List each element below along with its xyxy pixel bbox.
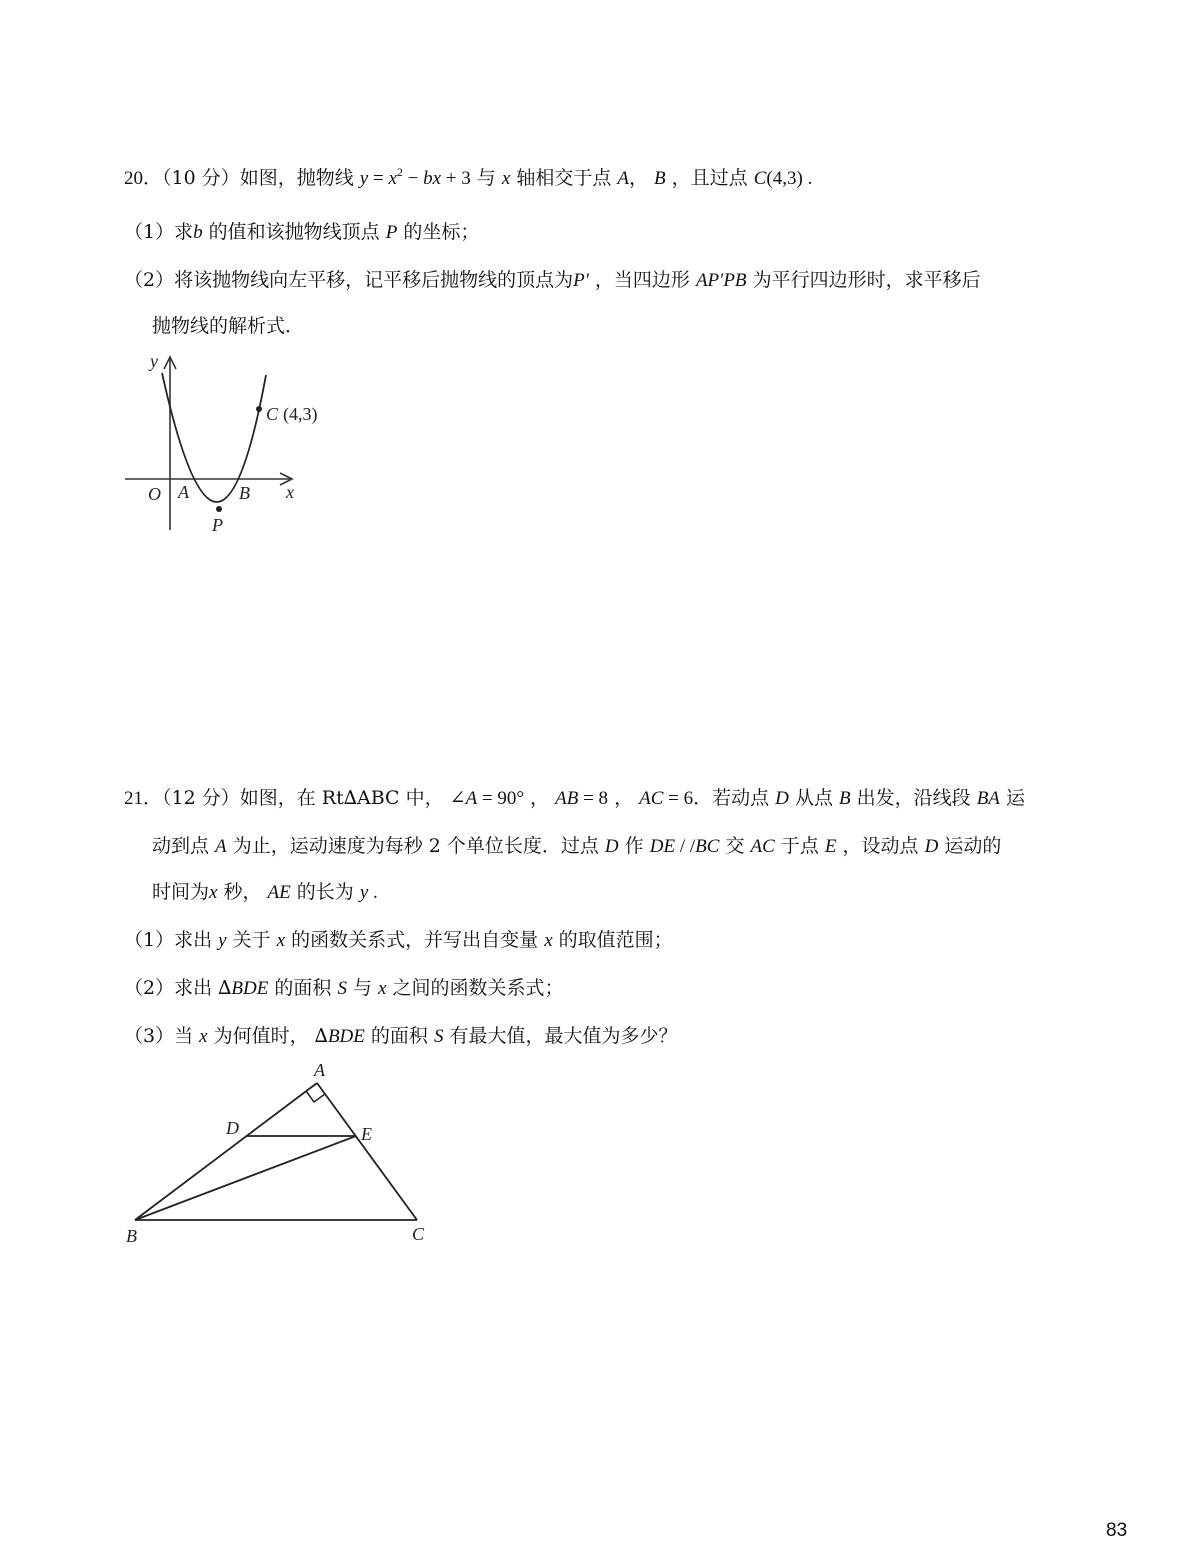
q20-text: ，且过点 xyxy=(665,167,754,189)
q21-var: BC xyxy=(695,836,720,857)
q21-var: AC xyxy=(639,788,664,809)
q21-var: A xyxy=(215,836,227,857)
q21-text: 从点 xyxy=(788,787,839,809)
q20-text: 与 xyxy=(470,167,502,189)
q21-p2-text: 之间的函数关系式； xyxy=(386,977,564,999)
q21-p3-text: （3）当 xyxy=(124,1025,200,1047)
q21-var: E xyxy=(824,836,837,857)
q20-p1-text: 的坐标； xyxy=(397,221,480,243)
q21-p1-var: x xyxy=(276,930,286,951)
label-e: E xyxy=(361,1124,372,1144)
q21-p1-text: 的取值范围； xyxy=(552,929,673,951)
q21-text: ．若动点 xyxy=(693,787,776,809)
q21-p3-text: 有最大值，最大值为多少？ xyxy=(443,1025,678,1047)
q21-var: AE xyxy=(267,882,291,903)
page-number: 83 xyxy=(1106,1520,1128,1541)
q21-p2-text: 的面积 xyxy=(268,977,338,999)
q20-p2-text: 为平行四边形时，求平移后 xyxy=(746,269,981,291)
label-a: A xyxy=(314,1060,325,1080)
q20-p2-text: （2）将该抛物线向左平移，记平移后抛物线的顶点为 xyxy=(124,269,574,291)
q21-var: AC xyxy=(750,836,775,857)
q21-p3-var: S xyxy=(433,1026,444,1047)
right-angle-icon xyxy=(306,1091,325,1102)
q21-text: 作 xyxy=(618,835,650,857)
q20-p1-var: P xyxy=(385,222,398,243)
q20-var: A xyxy=(617,168,629,189)
q20-part2-cont xyxy=(152,314,304,338)
q21-text: 时间为 xyxy=(152,881,210,903)
q20-p2-var: P′ xyxy=(573,270,589,291)
q21-stem xyxy=(124,786,1025,811)
q21-text: 出发，沿线段 xyxy=(850,787,977,809)
q20-text: (4,3) xyxy=(766,168,803,189)
q21-text: ， xyxy=(524,787,556,809)
q21-p3-text: 的面积 xyxy=(364,1025,434,1047)
q21-text: 运动的 xyxy=(938,835,1002,857)
q21-p1-var: y xyxy=(218,930,227,951)
q20-p1-text: （1）求 xyxy=(124,221,194,243)
q21-p3-text: 为何值时， ∆ xyxy=(207,1025,328,1047)
q21-p2-var: S xyxy=(337,978,347,999)
label-o: O xyxy=(148,484,161,504)
q21-p3-var: x xyxy=(199,1026,208,1047)
q21-stem-line3 xyxy=(152,880,378,905)
q20-text: . xyxy=(802,168,813,189)
q21-part2 xyxy=(124,976,564,1001)
label-b: B xyxy=(239,483,250,503)
q21-score: （12 分） xyxy=(162,787,240,809)
q20-text: 如图，抛物线 xyxy=(239,167,360,189)
q21-var: BA xyxy=(976,788,1000,809)
q20-part2 xyxy=(124,268,981,293)
q21-text: 于点 xyxy=(774,835,825,857)
q21-var: x xyxy=(209,882,218,903)
q21-var: D xyxy=(924,836,939,857)
q21-var: D xyxy=(604,836,619,857)
label-d: D xyxy=(226,1118,239,1138)
q21-text: . xyxy=(368,882,378,903)
q20-var: B xyxy=(654,168,666,189)
q21-text: 交 xyxy=(719,835,751,857)
q20-text: ， xyxy=(628,167,655,189)
q21-stem-line2 xyxy=(152,834,1001,859)
q20-eq: y xyxy=(359,168,369,189)
label-b: B xyxy=(126,1226,137,1246)
q20-p1-var: b xyxy=(193,222,203,243)
q20-parabola-figure xyxy=(120,345,340,540)
q21-p3-var: BDE xyxy=(327,1026,365,1047)
q21-p1-var: x xyxy=(544,930,553,951)
label-c: C xyxy=(412,1224,425,1244)
q21-eq: = 6 xyxy=(663,788,694,809)
q20-eq: = xyxy=(368,168,389,189)
segment-ac xyxy=(317,1083,417,1220)
q21-p2-text: （2）求出 ∆ xyxy=(124,977,232,999)
q21-var: AB xyxy=(555,788,579,809)
q20-p2-text: 抛物线的解析式． xyxy=(152,315,305,337)
q20-p1-text: 的值和该抛物线顶点 xyxy=(202,221,386,243)
q20-var: C xyxy=(753,168,767,189)
q21-p2-var: x xyxy=(378,978,387,999)
point-c xyxy=(256,406,262,412)
q21-eq: / / xyxy=(675,836,696,857)
q20-part1 xyxy=(124,220,479,245)
q21-var: DE xyxy=(649,836,676,857)
q20-eq: − xyxy=(402,168,424,189)
label-p: P xyxy=(212,515,223,535)
q21-text: 动到点 xyxy=(152,835,216,857)
q21-p2-text: 与 xyxy=(346,977,379,999)
q21-text: 的长为 xyxy=(290,881,360,903)
q21-p1-text: 关于 xyxy=(226,929,277,951)
q21-text: 为止，运动速度为每秒 2 个单位长度．过点 xyxy=(226,835,605,857)
q21-p1-text: 的函数关系式，并写出自变量 xyxy=(285,929,545,951)
q21-triangle-figure xyxy=(120,1058,440,1248)
q21-var: A xyxy=(465,788,478,809)
q20-score: （10 分） xyxy=(162,167,240,189)
label-y: y xyxy=(150,351,158,371)
point-p xyxy=(216,506,222,512)
q21-text: ，设动点 xyxy=(836,835,925,857)
label-c: C xyxy=(266,404,279,424)
q20-number: 20． xyxy=(124,168,163,189)
q20-eq: 2 xyxy=(396,165,403,179)
q21-var: y xyxy=(359,882,369,903)
q20-p2-var: AP′PB xyxy=(695,270,747,291)
q21-eq: = 90° xyxy=(477,788,524,809)
q21-text: 运 xyxy=(999,787,1025,809)
q20-var: x xyxy=(501,168,511,189)
q21-eq: = 8 xyxy=(578,788,609,809)
q20-eq: + 3 xyxy=(441,168,471,189)
q20-eq: x xyxy=(388,168,397,189)
q21-part1 xyxy=(124,928,673,953)
q21-p2-var: BDE xyxy=(231,978,269,999)
label-c-coord: (4,3) xyxy=(283,404,318,424)
q21-var: D xyxy=(775,788,789,809)
label-x: x xyxy=(286,482,294,502)
q21-text: 如图，在 Rt∆ABC 中， xyxy=(239,787,450,809)
label-a: A xyxy=(178,482,189,502)
segment-ab xyxy=(135,1083,317,1220)
q21-text: ， xyxy=(608,787,640,809)
q21-text: 秒， xyxy=(217,881,268,903)
q21-number: 21． xyxy=(124,788,163,809)
q21-part3 xyxy=(124,1024,678,1049)
q21-p1-text: （1）求出 xyxy=(124,929,219,951)
q20-stem xyxy=(124,166,812,191)
q20-eq: bx xyxy=(423,168,442,189)
segment-be xyxy=(135,1136,356,1220)
q21-eq: ∠ xyxy=(449,788,466,809)
q20-p2-text: ，当四边形 xyxy=(588,269,696,291)
q21-var: B xyxy=(839,788,851,809)
q20-text: 轴相交于点 xyxy=(510,167,618,189)
